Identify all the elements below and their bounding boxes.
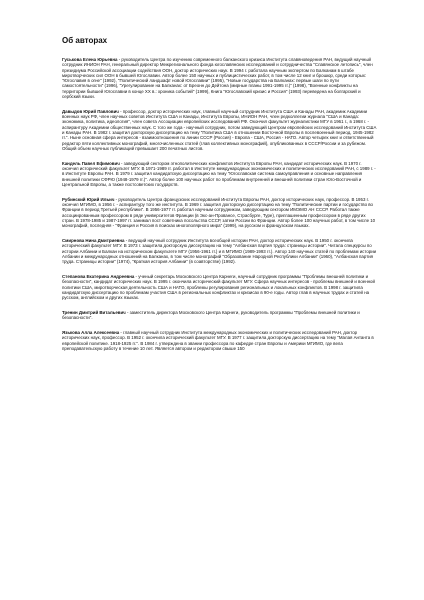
author-description: - профессор, доктор исторических наук, главный научный сотрудник Института США и Канады РАН, академик Академии военных наук РФ, член научных советов Института США и Канады, Института Европы, ИНИОН РАН, член редколлегии журнала "США и Канада: экономика, политика, идеология", член совета Ассоциации европейских исследований РФ. Окончил факультет журналистики МГУ в 1961 г., в 1968 г. - аспирантуру Академии общественных наук. С того же года - научный сотрудник, потом заведующий Центром европейских исследований Института США и Канады РАН. В 1982 г. защитил докторскую диссертацию на тему "Политика США в отношении Восточной Европы в послевоенный период. 1945-1982 гг.". Ныне основная сфера интересов - взаимоотношения по линии СССР (Россия) - Европа - США, Россия - НАТО. Автор четырех книг и ответственный редактор пяти коллективных монографий, многочисленных статей (глав коллективных монографий), опубликованных в СССР/России и за рубежом. Общий объем научных публикаций превышает 200 печатных листов. <box>62 108 377 151</box>
author-description: - руководитель Центра французских исследований Института Европы РАН, доктор исторических наук, профессор. В 1953 г. окончил МГИМО, в 1956 г. - аспирантуру того же института. В 1969 г. защитил докторскую диссертацию на тему "Политические партии и государство во Франции в период Третьей республики". В 1956-1977 гг. работал научным сотрудником, заведующим сектором ИМЭМО АН СССР. Работал также ассоциированным профессором в ряде университетов Франции (в Экс-ан-Провансе, Страсбурге, Туре), приглашенным профессором в ряде других стран. В 1978-1985 и 1987-1997 гг. занимал пост советника посольства СССР, затем России во Франции. Автор более 100 научных работ, в том числе 10 монографий, последняя - "Франция и Россия в поисках многополярного мира" (1999), на русском и французском языках. <box>62 196 376 229</box>
author-bio-davydov <box>62 109 378 151</box>
author-name: Язькова Алла Алексеевна <box>62 330 120 336</box>
author-bio-rubinsky <box>62 197 378 229</box>
author-description: - заместитель директора Московского Центра Карнеги, руководитель программы "Проблемы внешней политики и безопасности". <box>62 309 360 321</box>
author-description: - ученый секретарь Московского Центра Карнеги, научный сотрудник программы "Проблемы внешней политики и безопасности", кандидат исторических наук. В 1995 г. окончила исторический факультет МГУ. Сфера научных интересов - проблемы внешней и военной политики США, миротворческая деятельность США и НАТО, проблемы регулирования региональных и локальных конфликтов. В 1998 г. защитила кандидатскую диссертацию по проблемам участия США в региональных конфликтах и кризисах в 90-е годы. Автор глав в научных трудах и статей на русском, английском и других языках. <box>62 274 375 301</box>
author-name: Давыдов Юрий Павлович <box>62 108 119 114</box>
page-title: Об авторах <box>62 36 108 45</box>
author-name: Кандель Павел Ефимович <box>62 160 120 166</box>
author-bio-trenin <box>62 310 378 321</box>
author-name: Гуськова Елена Юрьевна <box>62 57 118 62</box>
author-bio-kandel <box>62 161 378 187</box>
author-bio-stepanova <box>62 274 378 300</box>
author-bio-smirnova <box>62 238 378 264</box>
author-name: Смирнова Нина Дмитриевна <box>62 238 125 244</box>
author-bio-yazkova <box>62 330 378 351</box>
author-name: Степанова Екатерина Андреевна <box>62 274 135 279</box>
author-description: - ведущий научный сотрудник Института всеобщей истории РАН, доктор исторических наук. В 1950 г. окончила исторический факультет МГУ. В 1973 г. защитила докторскую диссертацию на тему "Албанская партия труда: страницы истории". Читала спецкурсы по истории Албании и Балкан на историческом факультете МГУ (1956-1961 гг.) и в МГИМО (1989-1993 гг.). Автор 140 научных статей по проблемам истории Албании и международных отношений на Балканах, в том числе монографий "Образование Народной Республики Албании" (1960), "Албанская партия труда. Страницы истории" (1974), "Краткая история Албании" (в соавторстве) (1992). <box>62 238 377 265</box>
author-name: Рубинский Юрий Ильич <box>62 196 115 202</box>
author-description: - главный научный сотрудник Института международных экономических и политических исследований РАН, доктор исторических наук, профессор. В 1952 г. окончила исторический факультет МГУ. В 1977 г. защитила докторскую диссертацию на тему "Малая Антанта в европейской политике. 1918-1925 гг.". В 1984 г. утверждена в звании профессора по кафедре стран Европы и Америки МГИМО, где вела преподавательскую работу в течение 10 лет. Является автором и редактором свыше 150 <box>62 330 374 351</box>
author-bio-guskova <box>62 57 378 99</box>
author-description: - заведующий сектором этнополитических конфликтов Института Европы РАН, кандидат исторических наук. В 1970 г. окончил исторический факультет МГУ. В 1971-1989 гг. работал в Институте международных экономических и политических исследований РАН, с 1989 г. - в Институте Европы РАН. В 1979 г. защитил кандидатскую диссертацию на тему "Югославская система самоуправления и основные направления внешней политики СФРЮ (1948-1979 гг.)". Автор более 100 научных работ по проблемам внутренней и внешней политики стран Юго-Восточной и Центральной Европы, а также постсоветских государств. <box>62 160 376 187</box>
author-description: - руководитель Центра по изучению современного балканского кризиса Института славяноведения РАН, ведущий научный сотрудник ИНИОН РАН, генеральный директор Межрегионального фонда югославянских исследований и сотрудничества "Славянское летопись", член президиума Российской ассоциации содействия ООН, доктор исторических наук. В 1994 г. работала научным экспертом по Балканам в штабе миротворческих сил ООН в бывшей Югославии. Автор более 150 научных и публицистических работ, в том числе 12 книг и брошюр, среди которых: "Югославия в огне" (1992), "Политический ландшафт новой Югославии" (1995), "Новые государства на Балканах: первые шаги по пути самостоятельности" (1996), "Урегулирование на Балканах: от Бреонн до Дейтона (мирные планы 1991-1995 гг.)" (1998), "Военные конфликты на территории бывшей Югославии в конце XX в.: хроника событий" (1999), Книга "Югославский кризис и Россия" (1993) переведена на болгарский и сербский языки. <box>62 57 373 100</box>
author-name: Тренин Дмитрий Витальевич <box>62 309 126 315</box>
